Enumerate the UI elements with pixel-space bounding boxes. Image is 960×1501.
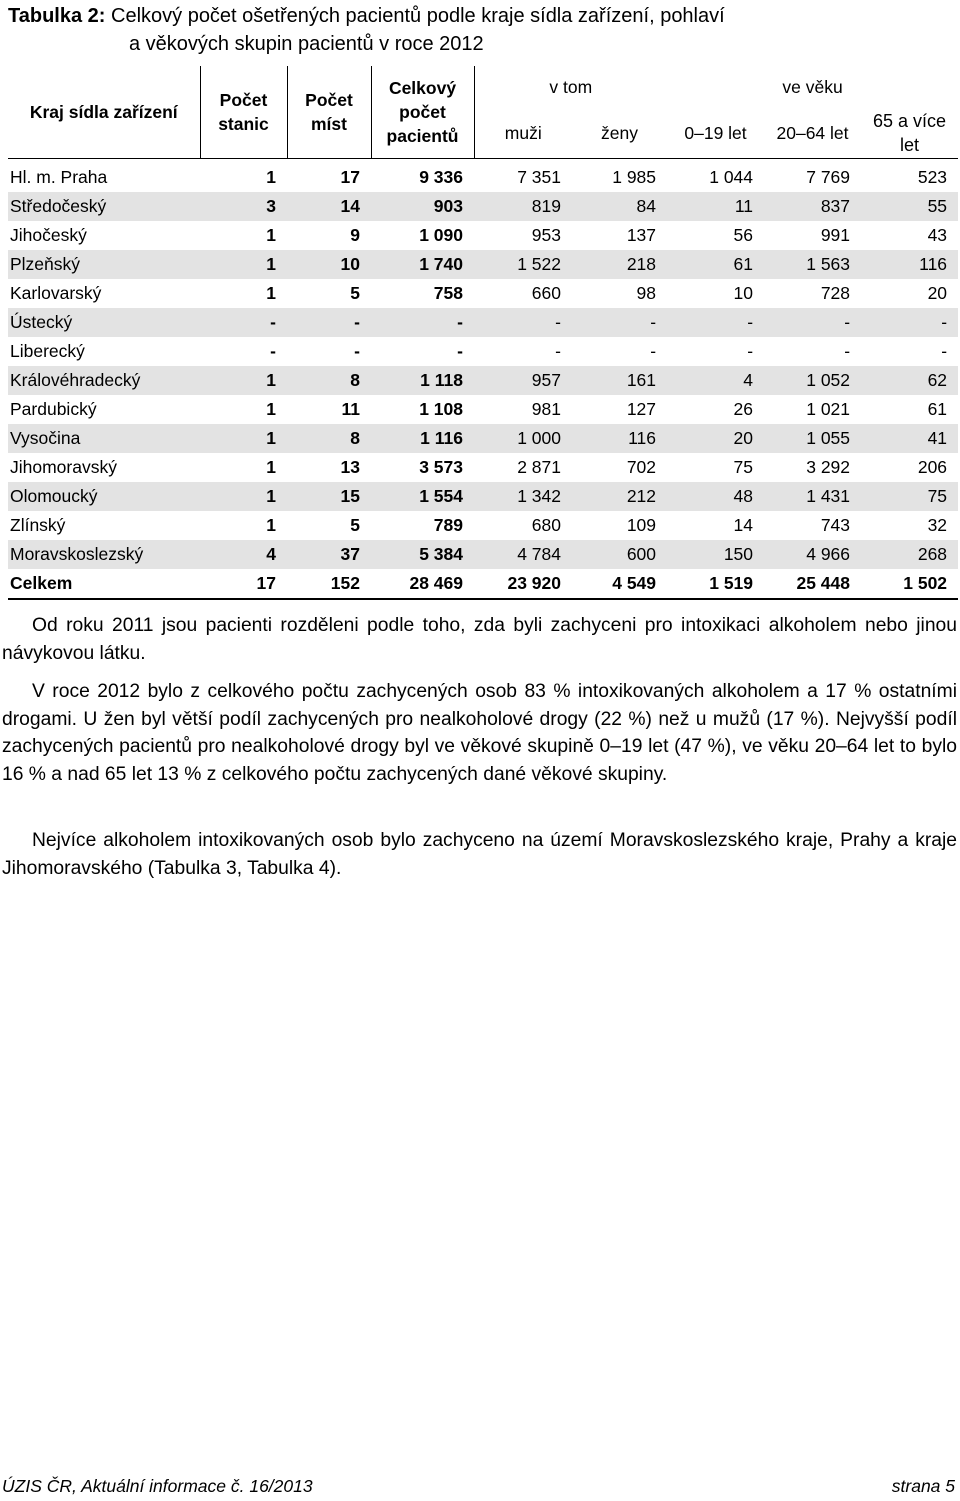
cell-region: Pardubický (10, 399, 97, 419)
cell-beds: 14 (287, 192, 371, 221)
cell-region: Ústecký (8, 308, 200, 337)
cell-age-20-64: 837 (764, 192, 861, 221)
table-row (8, 192, 958, 221)
cell-region: Moravskoslezský (8, 540, 200, 569)
cell-age-65: 20 (927, 283, 948, 303)
cell-total: 1 554 (371, 482, 474, 511)
cell-age-20-64: 1 021 (806, 399, 851, 419)
header-of-which: v tom (474, 66, 667, 108)
header-age-65-plus: 65 a více let (861, 108, 958, 159)
table-row (8, 159, 958, 193)
cell-age-0-19: 1 519 (667, 569, 764, 599)
cell-men: 2 871 (517, 457, 561, 477)
cell-age-20-64: 1 052 (764, 366, 861, 395)
table-row (8, 424, 958, 453)
table-row (8, 569, 958, 599)
cell-age-65: 116 (861, 250, 958, 279)
table-row (8, 395, 958, 424)
cell-women: - (650, 341, 657, 361)
cell-beds: 152 (287, 569, 371, 599)
cell-age-65: 268 (861, 540, 958, 569)
cell-beds: - (354, 341, 360, 361)
cell-beds: 5 (350, 283, 360, 303)
header-stations: Počet stanic (200, 66, 287, 159)
header-age-0-19: 0–19 let (667, 108, 764, 159)
cell-region: Královéhradecký (8, 366, 200, 395)
cell-total: - (457, 341, 463, 361)
cell-women: 702 (626, 457, 657, 477)
cell-total: 758 (433, 283, 463, 303)
cell-men: 981 (531, 399, 561, 419)
cell-women: 4 549 (572, 569, 667, 599)
cell-beds: 13 (340, 457, 360, 477)
cell-age-65: 55 (861, 192, 958, 221)
cell-men: 1 342 (474, 482, 572, 511)
cell-total: 5 384 (371, 540, 474, 569)
cell-age-20-64: 4 966 (764, 540, 861, 569)
patients-table (8, 66, 958, 600)
cell-women: - (572, 308, 667, 337)
table-number: Tabulka 2: (8, 5, 106, 27)
cell-region: Plzeňský (8, 250, 200, 279)
cell-age-65: 75 (861, 482, 958, 511)
cell-women: 218 (572, 250, 667, 279)
paragraph-2-text: V roce 2012 bylo z celkového počtu zachycených osob 83 % intoxikovaných alkoholem a 17 % ostatními drogami. U žen byl větší podíl zachycených pro nealkoholové drogy (22 %) než u mužů (17 %). Nejvyšší podíl zachycených pacientů pro nealkoholové drogy byl ve věkové skupině 0–19 let (47 %), ve věku 20–64 let to bylo 16 % a nad 65 let 13 % z celkového počtu zachycených dané věkové skupiny. (2, 681, 957, 785)
cell-age-65: 206 (917, 457, 948, 477)
cell-age-65: 43 (927, 225, 948, 245)
cell-stations: 1 (200, 424, 287, 453)
header-men: muži (474, 108, 572, 159)
cell-age-0-19: 56 (733, 225, 754, 245)
table-row (8, 308, 958, 337)
page-footer (2, 1474, 957, 1498)
table-row (8, 221, 958, 250)
cell-women: 127 (626, 399, 657, 419)
header-region: Kraj sídla zařízení (8, 66, 200, 159)
cell-women: 161 (572, 366, 667, 395)
cell-age-0-19: 75 (733, 457, 754, 477)
cell-total: 1 116 (371, 424, 474, 453)
cell-total: 789 (433, 515, 463, 535)
cell-women: 600 (572, 540, 667, 569)
cell-age-65: 41 (861, 424, 958, 453)
cell-beds: 17 (340, 167, 360, 187)
cell-stations: 1 (200, 366, 287, 395)
cell-total: 28 469 (371, 569, 474, 599)
footer-page-number: strana 5 (891, 1476, 955, 1496)
cell-age-65: 523 (917, 167, 948, 187)
table-row (8, 337, 958, 366)
cell-stations: 1 (200, 482, 287, 511)
cell-total: 3 573 (419, 457, 463, 477)
cell-region: Středočeský (8, 192, 200, 221)
cell-men: 953 (531, 225, 561, 245)
table-title (8, 2, 948, 58)
cell-age-65: - (941, 341, 948, 361)
paragraph-3 (2, 827, 957, 882)
cell-men: 23 920 (474, 569, 572, 599)
cell-age-20-64: 3 292 (806, 457, 851, 477)
title-line-1: Celkový počet ošetřených pacientů podle kraje sídla zařízení, pohlaví (111, 5, 725, 27)
cell-stations: 1 (266, 399, 276, 419)
table-row (8, 279, 958, 308)
cell-region: Liberecký (10, 341, 85, 361)
cell-women: 116 (572, 424, 667, 453)
cell-stations: 1 (266, 167, 276, 187)
cell-region: Karlovarský (10, 283, 102, 303)
cell-beds: 8 (287, 424, 371, 453)
cell-beds: 5 (350, 515, 360, 535)
cell-stations: 1 (266, 225, 276, 245)
cell-age-0-19: 1 044 (709, 167, 754, 187)
cell-age-20-64: 7 769 (806, 167, 851, 187)
cell-region: Vysočina (8, 424, 200, 453)
cell-men: 1 000 (474, 424, 572, 453)
cell-region: Jihomoravský (10, 457, 117, 477)
cell-beds: 37 (287, 540, 371, 569)
cell-women: 212 (572, 482, 667, 511)
header-by-age: ve věku (782, 77, 843, 97)
cell-age-0-19: 26 (733, 399, 754, 419)
cell-region: Hl. m. Praha (10, 167, 108, 187)
cell-age-0-19: 4 (667, 366, 764, 395)
cell-age-0-19: 20 (667, 424, 764, 453)
cell-age-0-19: 14 (733, 515, 754, 535)
cell-age-20-64: 1 431 (764, 482, 861, 511)
cell-region: Zlínský (10, 515, 66, 535)
cell-total: 1 740 (371, 250, 474, 279)
cell-women: 109 (626, 515, 657, 535)
cell-stations: 1 (200, 250, 287, 279)
cell-age-20-64: - (844, 341, 851, 361)
cell-age-0-19: 11 (667, 192, 764, 221)
cell-age-0-19: 10 (733, 283, 754, 303)
cell-total: 1 090 (419, 225, 463, 245)
cell-total: 1 108 (419, 399, 463, 419)
cell-age-65: 62 (861, 366, 958, 395)
header-beds: Počet míst (287, 66, 371, 159)
cell-beds: 8 (287, 366, 371, 395)
cell-stations: 4 (200, 540, 287, 569)
title-line-2: a věkových skupin pacientů v roce 2012 (129, 33, 484, 55)
cell-region: Celkem (8, 569, 200, 599)
header-total: Celkový počet pacientů (371, 66, 474, 159)
cell-beds: - (287, 308, 371, 337)
cell-beds: 9 (350, 225, 360, 245)
cell-age-0-19: 48 (667, 482, 764, 511)
cell-men: 1 522 (474, 250, 572, 279)
cell-men: 957 (474, 366, 572, 395)
cell-beds: 15 (287, 482, 371, 511)
cell-age-65: 1 502 (861, 569, 958, 599)
cell-age-65: 61 (927, 399, 948, 419)
paragraph-1 (2, 612, 957, 667)
cell-age-20-64: 991 (820, 225, 851, 245)
cell-age-65: - (861, 308, 958, 337)
cell-total: - (371, 308, 474, 337)
table-row (8, 250, 958, 279)
cell-age-0-19: 61 (667, 250, 764, 279)
cell-women: 1 985 (612, 167, 657, 187)
cell-age-20-64: 1 563 (764, 250, 861, 279)
header-age-20-64: 20–64 let (764, 108, 861, 159)
cell-total: 1 118 (371, 366, 474, 395)
cell-age-0-19: - (667, 308, 764, 337)
table-row (8, 540, 958, 569)
cell-men: 660 (531, 283, 561, 303)
paragraph-3-text: Nejvíce alkoholem intoxikovaných osob bylo zachyceno na území Moravskoslezského kraje, Prahy a kraje Jihomoravského (Tabulka 3, Tabulka 4). (2, 830, 957, 879)
cell-stations: 1 (266, 457, 276, 477)
cell-beds: 11 (341, 399, 360, 419)
table-row (8, 453, 958, 482)
footer-source: ÚZIS ČR, Aktuální informace č. 16/2013 (2, 1476, 313, 1496)
cell-total: 9 336 (419, 167, 463, 187)
cell-age-20-64: - (764, 308, 861, 337)
cell-men: - (474, 308, 572, 337)
cell-men: 680 (531, 515, 561, 535)
cell-stations: - (270, 341, 276, 361)
table-row (8, 366, 958, 395)
paragraph-2 (2, 678, 957, 788)
cell-men: 7 351 (517, 167, 561, 187)
cell-stations: 1 (266, 283, 276, 303)
table-body (8, 159, 958, 600)
cell-total: 903 (371, 192, 474, 221)
cell-beds: 10 (287, 250, 371, 279)
paragraph-1-text: Od roku 2011 jsou pacienti rozděleni podle toho, zda byli zachyceni pro intoxikaci alkoholem nebo jinou návykovou látku. (2, 615, 957, 664)
cell-women: 137 (626, 225, 657, 245)
cell-region: Olomoucký (8, 482, 200, 511)
cell-age-0-19: 150 (667, 540, 764, 569)
cell-region: Jihočeský (10, 225, 87, 245)
cell-men: 819 (474, 192, 572, 221)
cell-age-20-64: 743 (820, 515, 851, 535)
cell-men: - (555, 341, 561, 361)
cell-women: 84 (572, 192, 667, 221)
table-row (8, 482, 958, 511)
cell-age-20-64: 25 448 (764, 569, 861, 599)
cell-age-65: 32 (927, 515, 948, 535)
header-women: ženy (572, 108, 667, 159)
cell-stations: 17 (200, 569, 287, 599)
table-row (8, 511, 958, 540)
cell-stations: - (200, 308, 287, 337)
cell-age-20-64: 728 (820, 283, 851, 303)
cell-men: 4 784 (474, 540, 572, 569)
cell-stations: 3 (200, 192, 287, 221)
cell-stations: 1 (266, 515, 276, 535)
cell-age-20-64: 1 055 (764, 424, 861, 453)
cell-age-0-19: - (747, 341, 754, 361)
cell-women: 98 (636, 283, 657, 303)
